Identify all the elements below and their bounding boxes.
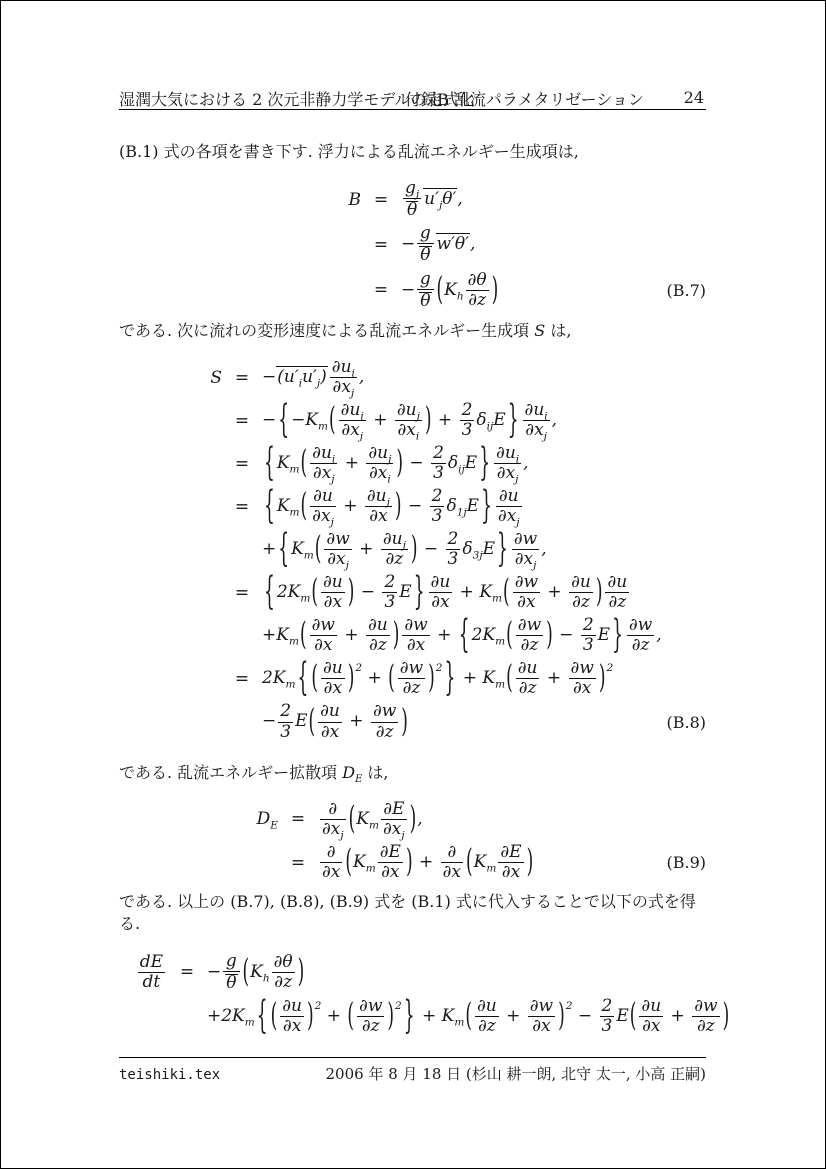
equation-block-b7 xyxy=(119,179,706,310)
eq-lhs: $\frac{dE}{dt}$ xyxy=(139,951,163,992)
eq-relation: = xyxy=(373,234,389,255)
paragraph-intro-s: である. 次に流れの変形速度による乱流エネルギー生成項 S は, xyxy=(119,320,572,340)
eq-rhs: ∂ $\partial x_j$ ($K_m$ $\frac{\partial E}{\partial x_j}$ ), xyxy=(322,798,423,842)
paragraph-intro-de: である. 乱流エネルギー拡散項 $D_E$ は, xyxy=(119,762,389,785)
eq-relation: = xyxy=(373,280,389,301)
equation-row xyxy=(206,440,706,486)
eq-relation: = xyxy=(234,496,250,517)
eq-relation: = xyxy=(290,809,306,830)
equation-row xyxy=(206,612,706,658)
page-header xyxy=(119,87,706,110)
equation-row xyxy=(127,952,706,993)
eq-rhs: $2K_m$ { ( $\frac{\partial u}{\partial x}$ )$^2$ + ( $\frac{\partial w}{\partial z}$ )$^2$ } + $K_m$( $\frac{\partial u}{\partial z}$ + $\frac{\partial w}{\partial x}$ )$^2$ xyxy=(262,655,614,701)
equation-row xyxy=(345,179,706,220)
eq-rhs: $\frac{g_j}{\theta}$ $u'_j\theta'$, xyxy=(405,178,463,221)
eq-relation: = xyxy=(373,189,389,210)
eq-rhs: + { $K_m$( $\frac{\partial w}{\partial x_j}$ + $\frac{\partial u_j}{\partial z}$ ) − $\frac{2}{3}$ $\delta_{3j}E$ } $\frac{\partial w}{\partial x_j}$ , xyxy=(262,526,547,572)
equation-row xyxy=(206,356,706,400)
eq-relation: = xyxy=(234,367,250,388)
header-title-main: 湿潤大気における 2 次元非静力学モデルの定式化 xyxy=(119,90,475,109)
eq-relation: = xyxy=(234,453,250,474)
equation-row xyxy=(246,843,706,882)
page-content xyxy=(119,141,730,1039)
eq-rhs: $-(u'_iu'_j)$ $\frac{\partial u_i}{\partial x_j}$ , xyxy=(262,356,365,400)
eq-lhs: S xyxy=(210,367,222,388)
page-footer xyxy=(119,1057,706,1084)
equation-block-dedt xyxy=(119,950,730,1039)
eq-rhs: − $\frac{g}{\theta}$ ($K_h$ $\frac{\partial\theta}{\partial z}$ ) xyxy=(207,950,305,993)
equation-row xyxy=(127,993,730,1039)
equation-row xyxy=(206,397,706,443)
equation-number: (B.7) xyxy=(666,280,706,300)
eq-rhs: { $K_m$( $\frac{\partial u_i}{\partial x_j}$ + $\frac{\partial u_j}{\partial x_i}$ ) − $\frac{2}{3}$ $\delta_{ij}E$ } $\frac{\partial u_i}{\partial x_j}$ , xyxy=(264,440,529,486)
eq-relation: = xyxy=(234,668,250,689)
equation-number: (B.8) xyxy=(666,712,706,732)
footer-filename: teishiki.tex xyxy=(119,1067,221,1083)
equation-row xyxy=(206,655,706,701)
equation-row xyxy=(206,526,706,572)
eq-rhs: − $\frac{g}{\theta}$ w′θ′, xyxy=(401,223,476,266)
eq-relation: = xyxy=(290,852,306,873)
eq-rhs: $+K_m$( $\frac{\partial w}{\partial x}$ + $\frac{\partial u}{\partial z}$ ) $\frac{\partial w}{\partial x}$ + { $2K_m$( $\frac{\partial w}{\partial z}$ ) − $\frac{2}{3}$ E } $\frac{\partial w}{\partial z}$ , xyxy=(262,612,662,658)
eq-relation: = xyxy=(234,410,250,431)
eq-rhs: − $\frac{2}{3}$ E( $\frac{\partial u}{\partial x}$ + $\frac{\partial w}{\partial z}$ ) xyxy=(262,701,408,742)
equation-number: (B.9) xyxy=(666,853,706,873)
eq-relation: = xyxy=(179,962,195,983)
paragraph-substitution: である. 以上の (B.7), (B.8), (B.9) 式を (B.1) 式に代入することで以下の式を得る. xyxy=(119,892,696,934)
eq-lhs: B xyxy=(348,189,361,210)
paragraph-intro-b1: (B.1) 式の各項を書き下す. 浮力による乱流エネルギー生成項は, xyxy=(119,142,579,161)
eq-rhs: { $2K_m$( $\frac{\partial u}{\partial x}$ ) − $\frac{2}{3}$ E } $\frac{\partial u}{\partial x}$ + $K_m$( $\frac{\partial w}{\partial x}$ + $\frac{\partial u}{\partial z}$ ) $\frac{\partial u}{\partial z}$ xyxy=(264,569,628,615)
eq-rhs: ∂ ∂x ($K_m$ $\frac{\partial E}{\partial x}$ ) + ∂ ∂x ($K_m$ $\frac{\partial E}{\partial x}$ ) xyxy=(322,841,534,883)
equation-row xyxy=(206,702,706,741)
equation-row xyxy=(345,270,706,311)
eq-rhs: { $K_m$( $\frac{\partial u}{\partial x_j}$ + $\frac{\partial u_j}{\partial x}$ ) − $\frac{2}{3}$ $\delta_{1j}E$ } $\frac{\partial u}{\partial x_j}$ xyxy=(264,483,520,529)
eq-rhs: − $\frac{g}{\theta}$ ($K_h$ $\frac{\partial\theta}{\partial z}$ ) xyxy=(401,268,499,311)
equation-row xyxy=(246,798,706,842)
page-number: 24 xyxy=(683,88,704,107)
equation-row xyxy=(345,224,706,265)
eq-rhs: − { $-K_m$( $\frac{\partial u_i}{\partial x_j}$ + $\frac{\partial u_j}{\partial x_i}$ ) + $\frac{2}{3}$ $\delta_{ij}E$ } $\frac{\partial u_i}{\partial x_j}$ , xyxy=(262,397,558,443)
equation-block-b9 xyxy=(119,800,706,882)
header-title-appendix: 付録B 乱流パラメタリゼーション xyxy=(405,90,644,109)
equation-row xyxy=(206,569,706,615)
eq-lhs: $D_E$ xyxy=(256,809,278,832)
eq-relation: = xyxy=(234,582,250,603)
footer-date-authors: 2006 年 8 月 18 日 (杉山 耕一朗, 北守 太一, 小高 正嗣) xyxy=(325,1065,706,1083)
eq-rhs: $+2K_m$ { ( $\frac{\partial u}{\partial x}$ )$^2$ + ( $\frac{\partial w}{\partial z}$ )$^2$ } + $K_m$( $\frac{\partial u}{\partial z}$ + $\frac{\partial w}{\partial x}$ )$^2$ − $\frac{2}{3}$ E( $\frac{\partial u}{\partial x}$ + $\frac{\partial w}{\partial z}$ ) xyxy=(207,993,730,1039)
equation-row xyxy=(206,483,706,529)
equation-block-b8 xyxy=(119,358,706,742)
